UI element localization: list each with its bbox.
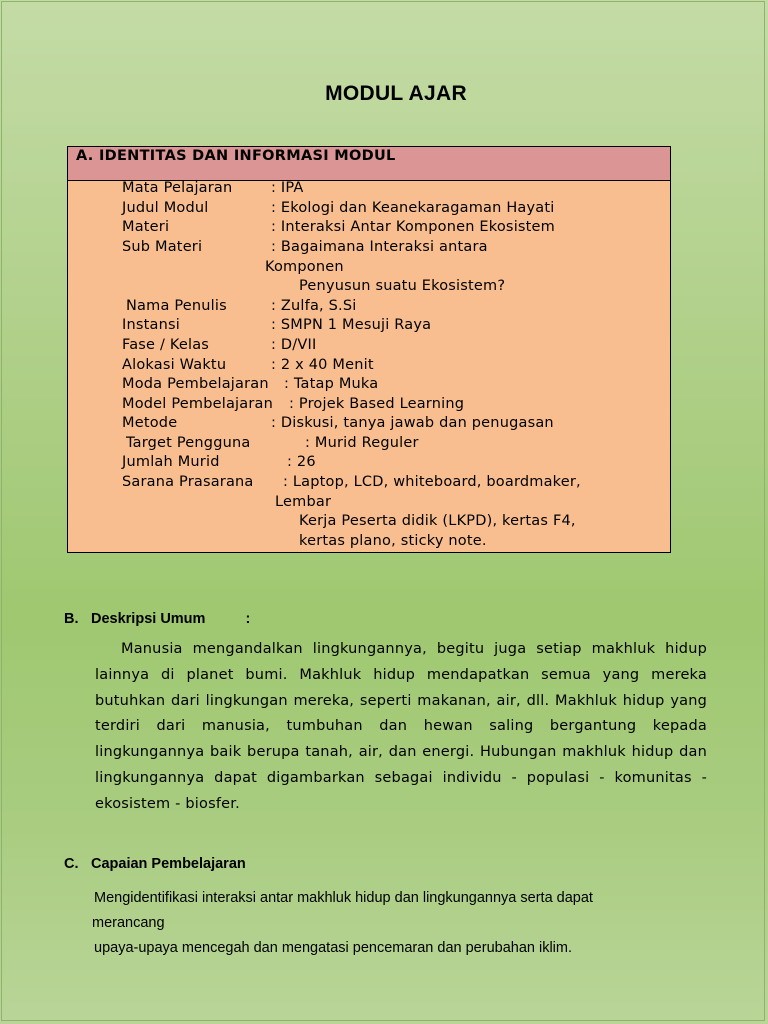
- row-value-judul-modul: : Ekologi dan Keanekaragaman Hayati: [271, 200, 555, 216]
- row-label-nama-penulis: Nama Penulis: [126, 298, 227, 314]
- row-label-model-pembelajaran: Model Pembelajaran: [122, 396, 274, 412]
- row-value-sarana-prasarana: : Laptop, LCD, whiteboard, boardmaker,: [283, 474, 581, 490]
- row-value-nama-penulis: : Zulfa, S.Si: [271, 298, 357, 314]
- row-label-instansi: Instansi: [122, 317, 180, 333]
- row-value-target-pengguna: : Murid Reguler: [305, 435, 419, 451]
- row-value-sub-materi-cont-1: Komponen: [265, 259, 344, 275]
- row-label-materi: Materi: [122, 219, 170, 235]
- row-value-jumlah-murid: : 26: [287, 454, 316, 470]
- row-label-mata-pelajaran: Mata Pelajaran: [122, 180, 233, 196]
- section-c-title: Capaian Pembelajaran: [91, 856, 246, 872]
- section-b-heading: [64, 611, 250, 627]
- section-c-line-3: upaya-upaya mencegah dan mengatasi pencemaran dan perubahan iklim.: [94, 940, 573, 956]
- row-label-target-pengguna: Target Pengguna: [126, 435, 251, 451]
- section-b-colon: :: [245, 611, 251, 627]
- section-c-number: C.: [64, 856, 79, 872]
- row-value-metode: : Diskusi, tanya jawab dan penugasan: [271, 415, 554, 431]
- row-label-sarana-prasarana: Sarana Prasarana: [122, 474, 254, 490]
- section-c-line-2: merancang: [92, 915, 165, 931]
- section-b-number: B.: [64, 611, 79, 627]
- row-label-judul-modul: Judul Modul: [122, 200, 209, 216]
- row-value-mata-pelajaran: : IPA: [271, 180, 304, 196]
- row-label-sub-materi: Sub Materi: [122, 239, 203, 255]
- row-label-moda-pembelajaran: Moda Pembelajaran: [122, 376, 269, 392]
- row-label-fase-kelas: Fase / Kelas: [122, 337, 210, 353]
- section-b-text: Manusia mengandalkan lingkungannya, begitu juga setiap makhluk hidup lainnya di planet bumi. Makhluk hidup mendapatkan semua yang mereka butuhkan dari lingkungan mereka, seperti makanan, air, dll. Makhluk hidup yang terdiri dari manusia, tumbuhan dan hewan saling bergantung kepada lingkungannya baik berupa tanah, air, dan energi. Hubungan makhluk hidup dan lingkungannya dapat digambarkan sebagai individu - populasi - komunitas - ekosistem - biosfer.: [95, 641, 707, 812]
- section-c-line-1: Mengidentifikasi interaksi antar makhluk hidup dan lingkungannya serta dapat: [94, 890, 593, 906]
- row-value-sarana-cont-3: kertas plano, sticky note.: [299, 533, 487, 549]
- row-value-instansi: : SMPN 1 Mesuji Raya: [271, 317, 432, 333]
- section-b-title: Deskripsi Umum: [91, 611, 206, 627]
- row-value-materi: : Interaksi Antar Komponen Ekosistem: [271, 219, 556, 235]
- row-value-model-pembelajaran: : Projek Based Learning: [289, 396, 465, 412]
- row-value-fase-kelas: : D/VII: [271, 337, 317, 353]
- identity-table: [67, 146, 671, 553]
- document-title: MODUL AJAR: [325, 82, 467, 105]
- row-label-jumlah-murid: Jumlah Murid: [122, 454, 220, 470]
- row-value-alokasi-waktu: : 2 x 40 Menit: [271, 357, 374, 373]
- row-value-moda-pembelajaran: : Tatap Muka: [284, 376, 379, 392]
- row-label-metode: Metode: [122, 415, 178, 431]
- row-label-alokasi-waktu: Alokasi Waktu: [122, 357, 227, 373]
- row-value-sarana-cont-1: Lembar: [275, 494, 332, 510]
- section-a-heading: A. IDENTITAS DAN INFORMASI MODUL: [68, 147, 670, 181]
- section-c-heading: [64, 856, 246, 872]
- row-value-sub-materi: : Bagaimana Interaksi antara: [271, 239, 488, 255]
- row-value-sub-materi-cont-2: Penyusun suatu Ekosistem?: [299, 278, 506, 294]
- section-b-paragraph: [95, 637, 707, 818]
- row-value-sarana-cont-2: Kerja Peserta didik (LKPD), kertas F4,: [299, 513, 576, 529]
